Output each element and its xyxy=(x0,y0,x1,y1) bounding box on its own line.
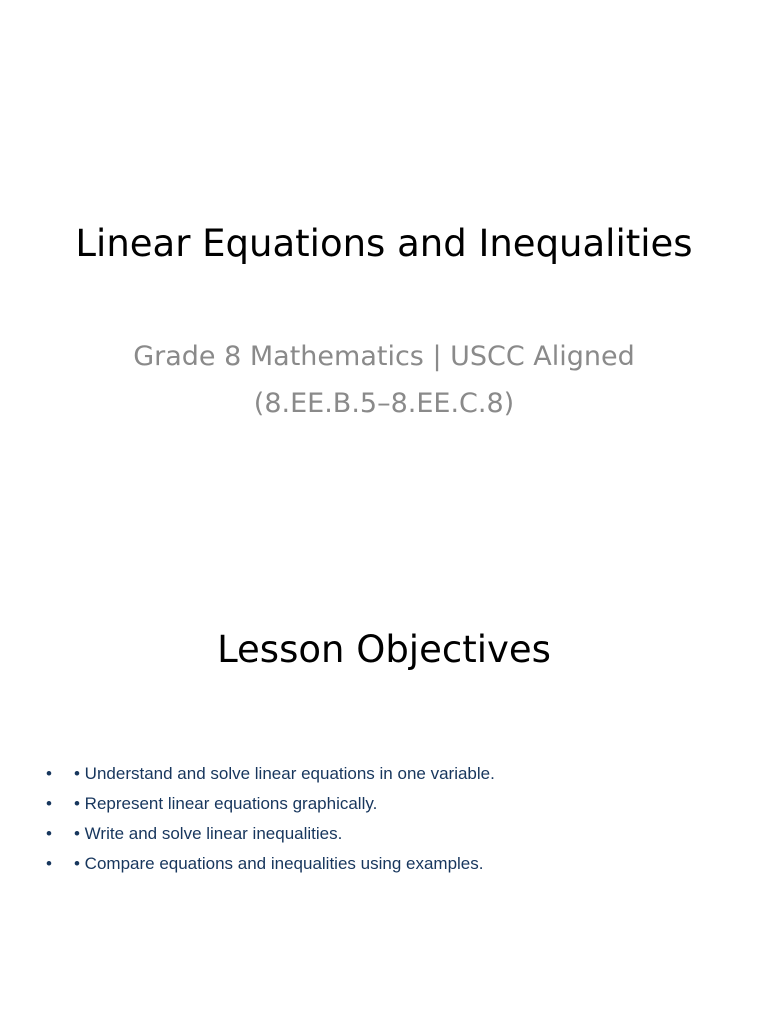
list-item-text: • Understand and solve linear equations in one variable. xyxy=(74,764,495,783)
list-item xyxy=(40,849,740,879)
list-item-text: • Write and solve linear inequalities. xyxy=(74,824,343,843)
slide-title: Linear Equations and Inequalities xyxy=(75,222,693,265)
list-item xyxy=(40,759,740,789)
objectives-title: Lesson Objectives xyxy=(217,628,551,671)
bullet-icon: • xyxy=(46,764,52,783)
bullet-icon: • xyxy=(46,794,52,813)
list-item xyxy=(40,819,740,849)
objectives-list xyxy=(40,759,740,879)
subtitle-line-2: (8.EE.B.5–8.EE.C.8) xyxy=(253,388,515,419)
list-item-text: • Compare equations and inequalities using examples. xyxy=(74,854,484,873)
slide-subtitle xyxy=(0,333,768,427)
list-item-text: • Represent linear equations graphically. xyxy=(74,794,378,813)
bullet-icon: • xyxy=(46,854,52,873)
bullet-icon: • xyxy=(46,824,52,843)
list-item xyxy=(40,789,740,819)
subtitle-line-1: Grade 8 Mathematics | USCC Aligned xyxy=(133,341,635,372)
